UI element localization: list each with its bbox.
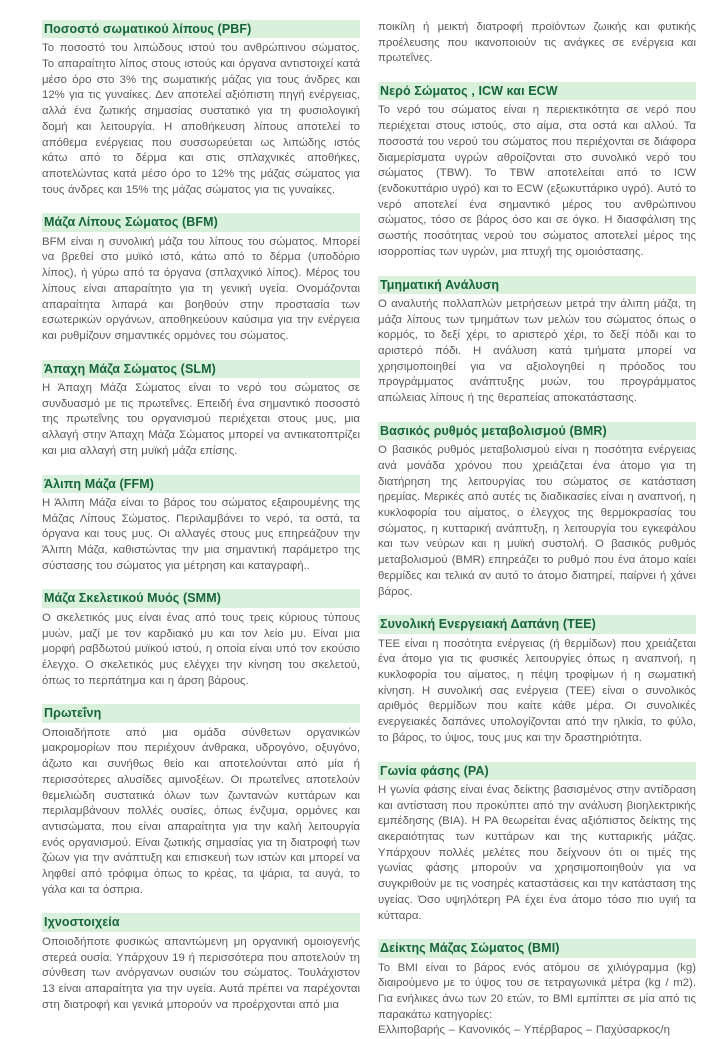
section-heading-minerals: Ιχνοστοιχεία xyxy=(42,913,360,931)
section-bfm xyxy=(42,213,360,344)
section-tee xyxy=(378,615,696,746)
bmi-categories-line: Ελλιποβαρής – Κανονικός – Υπέρβαρος – Παχύσαρκος/η xyxy=(378,1024,670,1037)
section-heading-bmr: Βασικός ρυθμός μεταβολισμού (BMR) xyxy=(378,422,696,440)
section-body-ffm: Η Άλιπη Μάζα είναι το βάρος του σώματος εξαιρουμένης της Μάζας Λίπους Σώματος. Περιλαμβάνει το νερό, τα οστά, τα όργανα και τους μυς. Οι αλλαγές στους μυς επηρεάζουν την Άλιπη Μάζα, καθιστώντας την μια σημαντική παράμετρο της σύστασης του σώματος για μέτρηση και καταγραφή.. xyxy=(42,496,360,572)
section-protein xyxy=(42,704,360,898)
section-body-bmi: Το BMI είναι το βάρος ενός ατόμου σε χιλιόγραμμα (kg) διαιρούμενο με το ύψος του σε τετραγωνικά μέτρα (kg / m2). Για ενήλικες άνω των 20 ετών, το BMI εμπίπτει σε μία από τις παρακάτω κατηγορίες: xyxy=(378,961,696,1021)
section-heading-tee: Συνολική Ενεργειακή Δαπάνη (TEE) xyxy=(378,615,696,633)
section-body-tee: TEE είναι η ποσότητα ενέργειας (ή θερμίδων) που χρειάζεται ένα άτομο για τις φυσικές λειτουργίες όπως η αναπνοή, η κυκλοφορία του αίματος, η πέψη τροφίμων ή η σωματική κίνηση. Η συνολική σας ενέργεια (TEE) είναι ο συνολικός αριθμός θερμίδων που καίτε κάθε μέρα. Οι συνολικές ενεργειακές δαπάνες υπολογίζονται από την ηλικία, το φύλο, το βάρος, το ύψος, τους μυς και την δραστηριότητα. xyxy=(378,637,696,744)
section-minerals xyxy=(42,913,360,1013)
section-pbf xyxy=(42,20,360,198)
section-heading-body-water: Νερό Σώματος , ICW και ECW xyxy=(378,82,696,100)
section-heading-slm: Άπαχη Μάζα Σώματος (SLM) xyxy=(42,360,360,378)
section-body-minerals-continuation: ποικίλη ή μεικτή διατροφή προϊόντων ζωικής και φυτικής προέλευσης που ικανοποιούν τις ανάγκες σε ενέργεια και πρωτεΐνες. xyxy=(378,21,696,65)
section-body-bfm: BFM είναι η συνολική μάζα του λίπους του σώματος. Μπορεί να βρεθεί στο μυϊκό ιστό, κάτω από το δέρμα (υποδόριο λίπος), ή γύρω από τα όργανα (σπλαχνικό λίπος). Μέρος του λίπους είναι απαραίτητο για τη γενική υγεία. Ονομάζονται απαραίτητα λιπαρά και βοηθούν στην προστασία των εσωτερικών οργάνων, αποθηκεύουν καύσιμα για την ενέργεια και ρυθμίζουν σημαντικές ορμόνες του σώματος. xyxy=(42,235,360,342)
section-pa xyxy=(378,762,696,925)
section-body-pbf: Το ποσοστό του λιπώδους ιστού του ανθρώπινου σώματος. Το απαραίτητο λίπος στους ιστούς και όργανα αντιστοιχεί κατά μέσο όρο στο 3% της σωματικής μάζας για τους άνδρες και 12% για τις γυναίκες. Δεν αποτελεί αξιόπιστη πηγή ενέργειας, αλλά ένα ζωτικής σημασίας συστατικό για τη φυσιολογική δομή και λειτουργία. Η αποθήκευση λίπους αποτελεί το απόθεμα ενέργειας που συσσωρεύεται ως λιπώδης ιστός κάτω από το δέρμα και στις σπλαχνικές αποθήκες, αποτελώντας κατά μέσο όρο το 12% της μάζας σώματος για τους άνδρες και 15% της μάζας σώματος για τις γυναίκες. xyxy=(42,42,360,196)
section-heading-bfm: Μάζα Λίπους Σώματος (BFM) xyxy=(42,213,360,231)
section-ffm xyxy=(42,475,360,575)
section-body-pa: Η γωνία φάσης είναι ένας δείκτης βασισμένος στην αντίδραση και αντίσταση που προκύπτει από την ανάλυση βιοηλεκτρικής εμπέδησης (BIA). Η PA θεωρείται ένας αξιόπιστος δείκτης της ακεραιότητας των κυττάρων και της κυτταρικής μάζας. Υπάρχουν πολλές μελέτες που δείχνουν ότι οι τιμές της γωνίας φάσης μπορούν να χρησιμοποιηθούν για να συγκριθούν με τις νοσηρές καταστάσεις και την κατάσταση της υγείας. Όσο υψηλότερη PA έχει ένα άτομο τόσο πιο υγιή τα κύτταρα. xyxy=(378,783,696,922)
section-body-smm: Ο σκελετικός μυς είναι ένας από τους τρεις κύριους τύπους μυών, μαζί με τον καρδιακό μυ και τον λείο μυ. Είναι μια μορφή ραβδωτού μυϊκού ιστού, η οποία είναι υπό τον εκούσιο έλεγχο. Ο σκελετικός μυς ελέγχει την κίνηση του σκελετού, όπως το περπάτημα και η άρση βάρους. xyxy=(42,611,360,687)
section-heading-pa: Γωνία φάσης (PA) xyxy=(378,762,696,780)
section-body-water xyxy=(378,82,696,260)
section-minerals-continuation xyxy=(378,20,696,67)
section-body-slm: Η Άπαχη Μάζα Σώματος είναι το νερό του σώματος σε συνδυασμό με τις πρωτεΐνες. Επειδή ένα σημαντικό ποσοστό της πρωτεΐνης του οργανισμού περιέχεται στους μυς, μια αλλαγή στην Άπαχη Μάζα Σώματος μπορεί να αντικατοπτρίζει και μια αλλαγή στη μυϊκή μάζα επίσης. xyxy=(42,382,360,457)
section-body-minerals: Οποιοδήποτε φυσικώς απαντώμενη μη οργανική ομοιογενής στερεά ουσία. Υπάρχουν 19 ή περισσότερα που αποτελούν τη σύνθεση των ανόργανων ουσιών του σώματος. Τουλάχιστον 13 είναι απαραίτητα για την υγεία. Αυτά πρέπει να παρέχονται στη διατροφή και γενικά μπορούν να προέρχονται από μια xyxy=(42,935,360,1011)
section-bmr xyxy=(378,422,696,600)
section-heading-segmental-analysis: Τμηματική Ανάλυση xyxy=(378,276,696,294)
section-heading-bmi: Δείκτης Μάζας Σώματος (BMI) xyxy=(378,939,696,957)
section-heading-pbf: Ποσοστό σωματικού λίπους (PBF) xyxy=(42,20,360,38)
section-body-bmr: Ο βασικός ρυθμός μεταβολισμού είναι η ποσότητα ενέργειας ανά μονάδα χρόνου που χρειάζεται ένα άτομο για τη διατήρηση της λειτουργίας του σώματος σε κατάσταση ηρεμίας. Μερικές από αυτές τις διαδικασίες είναι η αναπνοή, η κυκλοφορία του αίματος, ο έλεγχος της θερμοκρασίας του σώματος, η κυτταρική ανάπτυξη, η λειτουργία του εγκεφάλου και των νεύρων και η μυϊκή συστολή. Ο βασικός ρυθμός μεταβολισμού (BMR) επηρεάζει το ρυθμό που ένα άτομο καίει θερμίδες και τελικά αν αυτό το άτομο διατηρεί, παίρνει ή χάνει βάρος. xyxy=(378,444,696,598)
section-heading-smm: Μάζα Σκελετικού Μυός (SMM) xyxy=(42,589,360,607)
section-segmental-analysis xyxy=(378,276,696,407)
left-column xyxy=(42,20,360,1011)
right-column xyxy=(378,20,696,1037)
section-body-segmental-analysis: Ο αναλυτής πολλαπλών μετρήσεων μετρά την άλιπη μάζα, τη μάζα λίπους των τμημάτων των μελών του σώματος όπως ο κορμός, το δεξί χέρι, το αριστερό χέρι, το δεξί πόδι και το αριστερό πόδι. Η ανάλυση κατά τμήματα μπορεί να χρησιμοποιηθεί για να αξιολογηθεί η πρόοδος του προγράμματος ανάπτυξης μυών, του προγράμματος απώλειας λίπους ή της θεραπείας αποκατάστασης. xyxy=(378,297,696,405)
section-bmi xyxy=(378,939,696,1039)
section-heading-ffm: Άλιπη Μάζα (FFM) xyxy=(42,475,360,493)
section-smm xyxy=(42,589,360,689)
section-heading-protein: Πρωτεΐνη xyxy=(42,704,360,722)
section-slm xyxy=(42,360,360,460)
section-body-body-water: Το νερό του σώματος είναι η περιεκτικότητα σε νερό που περιέχεται στους ιστούς, στο αίμα, στα οστά και αλλού. Τα ποσοστά του νερού του σώματος που περιέχονται σε διάφορα διαμερίσματα υγρών αθροίζονται στο συνολικό νερό του σώματος (TBW). Το TBW αποτελείται από το ICW (ενδοκυττάριο υγρό) και το ECW (εξωκυττάρικο υγρό). Αυτό το νερό αποτελεί ένα σημαντικό μέρος του ανθρώπινου σώματος, τόσο σε βάρος όσο και σε όγκο. Η διασφάλιση της σωστής ποσότητας νερού του σώματος αποτελεί μέρος της ισορροπίας των υγρών, μια πτυχή της ομοιόστασης. xyxy=(378,104,696,258)
section-body-protein: Οποιαδήποτε από μια ομάδα σύνθετων οργανικών μακρομορίων που περιέχουν άνθρακα, υδρογόνο, οξυγόνο, άζωτο και συνήθως θείο και αποτελούνται από μία ή περισσότερες αλυσίδες αμινοξέων. Οι πρωτεΐνες αποτελούν θεμελιώδη συστατικά όλων των ζωντανών κυττάρων και περιλαμβάνουν πολλές ουσίες, όπως ένζυμα, ορμόνες και αντισώματα, που είναι απαραίτητα για την καλή λειτουργία ενός οργανισμού. Είναι ζωτικής σημασίας για τη διατροφή των ζώων για την ανάπτυξη και επισκευή των ιστών και μπορεί να ληφθεί από τρόφιμα όπως το κρέας, τα ψάρια, τα αυγά, το γάλα και τα όσπρια. xyxy=(42,726,360,896)
